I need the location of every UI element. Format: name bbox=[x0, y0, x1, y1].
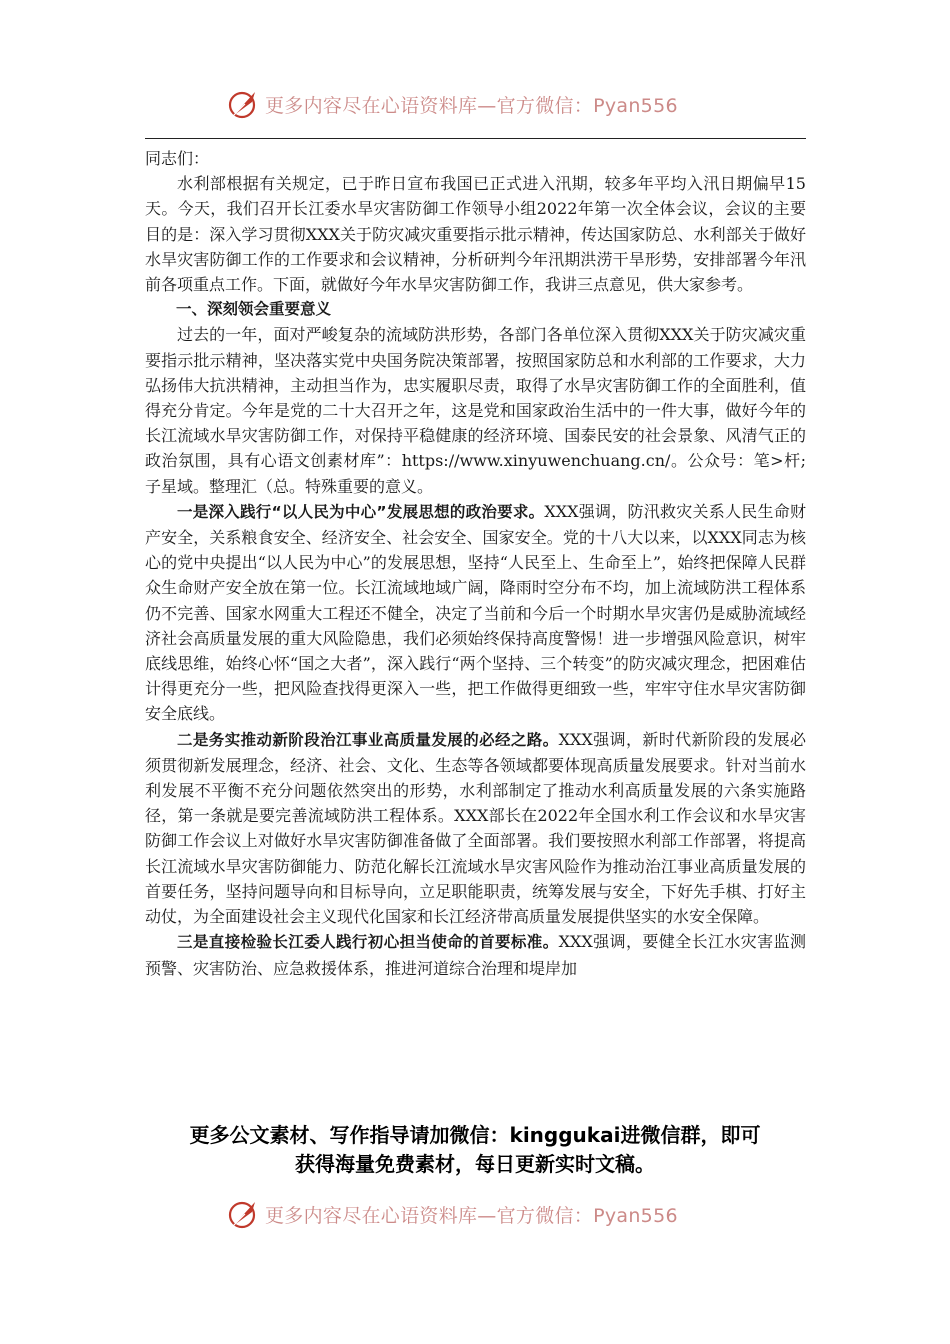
point-body-3: XXX强调，要健全长江水灾害监测预警、灾害防治、应急救援体系，推进河道综合治理和堤岸加 bbox=[145, 932, 806, 978]
header-rule bbox=[145, 138, 806, 139]
point-lead-3: 三是直接检验长江委人践行初心担当使命的首要标准。 bbox=[177, 933, 559, 952]
salutation: 同志们： bbox=[145, 149, 210, 168]
intro-paragraph: 水利部根据有关规定，已于昨日宣布我国已正式进入汛期，较多年平均入汛日期偏早15天。今天，我们召开长江委水旱灾害防御工作领导小组2022年第一次全体会议，会议的主要目的是：深入学习贯彻XXX关于防灾减灾重要指示批示精神，传达国家防总、水利部关于做好水旱灾害防御工作的工作要求和会议精神，分析研判今年汛期洪涝干旱形势，安排部署今年汛前各项重点工作。下面，就做好今年水旱灾害防御工作，我讲三点意见，供大家参考。 bbox=[145, 174, 806, 295]
header-banner bbox=[225, 84, 745, 124]
point-paragraph-2 bbox=[145, 727, 806, 930]
promo-line-2: 获得海量免费素材，每日更新实时文稿。 bbox=[295, 1152, 655, 1176]
section-heading: 一、深刻领会重要意义 bbox=[176, 300, 332, 319]
quill-logo-icon bbox=[225, 86, 261, 122]
document-body bbox=[145, 146, 806, 981]
footer-banner bbox=[225, 1194, 745, 1234]
promo-notice bbox=[130, 1121, 820, 1179]
promo-line-1: 更多公文素材、写作指导请加微信：kinggukai进微信群，即可 bbox=[189, 1123, 761, 1147]
footer-banner-text: 更多内容尽在心语资料库—官方微信：Pyan556 bbox=[265, 1204, 678, 1227]
section-paragraph: 过去的一年，面对严峻复杂的流域防洪形势，各部门各单位深入贯彻XXX关于防灾减灾重要指示批示精神，坚决落实党中央国务院决策部署，按照国家防总和水利部的工作要求，大力弘扬伟大抗洪精神，主动担当作为，忠实履职尽责，取得了水旱灾害防御工作的全面胜利，值得充分肯定。今年是党的二十大召开之年，这是党和国家政治生活中的一件大事，做好今年的长江流域水旱灾害防御工作，对保持平稳健康的经济环境、国泰民安的社会景象、风清气正的政治氛围，具有心语文创素材库”：https://www.xinyuwenchuang.cn/。公众号：笔>杆;子星域。整理汇（总。特殊重要的意义。 bbox=[145, 325, 806, 496]
point-lead-1: 一是深入践行“以人民为中心”发展思想的政治要求。 bbox=[177, 502, 545, 521]
quill-logo-icon bbox=[225, 1196, 261, 1232]
point-lead-2: 二是务实推动新阶段治江事业高质量发展的必经之路。 bbox=[177, 730, 559, 749]
point-body-2: XXX强调，新时代新阶段的发展必须贯彻新发展理念，经济、社会、文化、生态等各领域都要体现高质量发展要求。针对当前水利发展不平衡不充分问题依然突出的形势，水利部制定了推动水利高质量发展的六条实施路径，第一条就是要完善流域防洪工程体系。XXX部长在2022年全国水利工作会议和水旱灾害防御工作会议上对做好水旱灾害防御准备做了全面部署。我们要按照水利部工作部署，将提高长江流域水旱灾害防御能力、防范化解长江流域水旱灾害风险作为推动治江事业高质量发展的首要任务，坚持问题导向和目标导向，立足职能职责，统筹发展与安全，下好先手棋、打好主动仗，为全面建设社会主义现代化国家和长江经济带高质量发展提供坚实的水安全保障。 bbox=[145, 729, 806, 927]
point-paragraph-1 bbox=[145, 499, 806, 727]
header-banner-text: 更多内容尽在心语资料库—官方微信：Pyan556 bbox=[265, 94, 678, 117]
point-body-1: XXX强调，防汛救灾关系人民生命财产安全，关系粮食安全、经济安全、社会安全、国家安全。党的十八大以来，以XXX同志为核心的党中央提出“以人民为中心”的发展思想，坚持“人民至上、生命至上”，始终把保障人民群众生命财产安全放在第一位。长江流域地域广阔，降雨时空分布不均，加上流域防洪工程体系仍不完善、国家水网重大工程还不健全，决定了当前和今后一个时期水旱灾害仍是威胁流域经济社会高质量发展的重大风险隐患，我们必须始终保持高度警惕！进一步增强风险意识，树牢底线思维，始终心怀“国之大者”，深入践行“两个坚持、三个转变”的防灾减灾理念，把困难估计得更充分一些，把风险查找得更深入一些，把工作做得更细致一些，牢牢守住水旱灾害防御安全底线。 bbox=[145, 501, 806, 724]
point-paragraph-3 bbox=[145, 929, 806, 980]
